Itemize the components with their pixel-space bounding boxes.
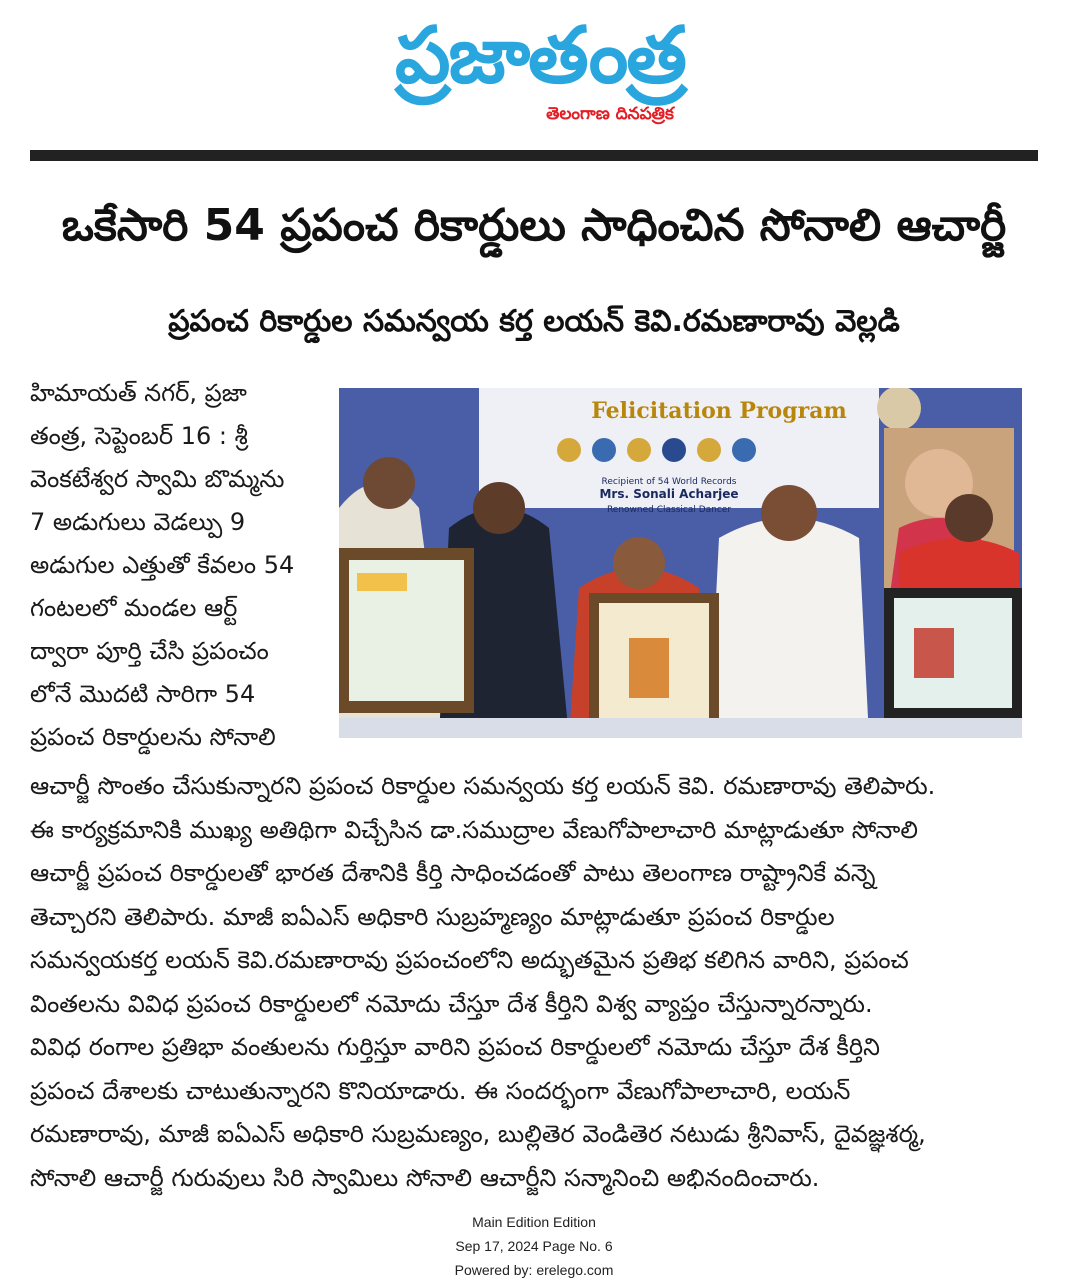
newspaper-tagline: తెలంగాణ దినపత్రిక (546, 104, 674, 124)
text-line: అడుగుల ఎత్తుతో కేవలం 54 (30, 551, 295, 579)
text-line: తంత్ర, సెప్టెంబర్ 16 : శ్రీ (30, 422, 248, 450)
text-line: గంటలలో మండల ఆర్ట్ (30, 594, 238, 622)
text-line: ప్రపంచ దేశాలకు చాటుతున్నారని కొనియాడారు. ఈ సందర్భంగా వేణుగోపాలాచారి, లయన్ (30, 1076, 851, 1105)
text-line: తెచ్చారని తెలిపారు. మాజీ ఐఏఎస్ అధికారి సుబ్రహ్మణ్యం మాట్లాడుతూ ప్రపంచ రికార్డుల (30, 902, 835, 931)
date-page-label: Sep 17, 2024 Page No. 6 (455, 1238, 613, 1254)
text-line: హిమాయత్ నగర్, ప్రజా (30, 379, 247, 407)
text-line: ద్వారా పూర్తి చేసి ప్రపంచం (30, 637, 269, 665)
text-line: రమణారావు, మాజీ ఐఏఎస్ అధికారి సుబ్రమణ్యం, బుల్లితెర వెండితెర నటుడు శ్రీనివాస్, దైవజ్ఞశర్మ, (30, 1120, 926, 1148)
banner-line: Recipient of 54 World Records (601, 477, 737, 487)
text-line: లోనే మొదటి సారిగా 54 (30, 680, 256, 708)
article-headline: ఒకేసారి 54 ప్రపంచ రికార్డులు సాధించిన సోనాలి ఆచార్జీ (61, 200, 1007, 251)
article-subheadline: ప్రపంచ రికార్డుల సమన్వయ కర్త లయన్ కెవి.రమణారావు వెల్లడి (168, 304, 900, 339)
text-line: సమన్వయకర్త లయన్ కెవి.రమణారావు ప్రపంచంలోని అద్భుతమైన ప్రతిభ కలిగిన వారిని, ప్రపంచ (30, 946, 909, 974)
text-line: 7 అడుగులు వెడల్పు 9 (30, 508, 246, 536)
banner-title: Felicitation Program (591, 398, 847, 424)
banner-name: Mrs. Sonali Acharjee (599, 487, 739, 501)
page-footer (0, 1210, 1068, 1282)
masthead (0, 0, 1068, 150)
text-line: వివిధ రంగాల ప్రతిభా వంతులను గుర్తిస్తూ వారిని ప్రపంచ రికార్డులలో నమోదు చేస్తూ దేశ కీర్తిని (30, 1033, 880, 1061)
text-line: సోనాలి ఆచార్జీ గురువులు సిరి స్వామిలు సోనాలి ఆచార్జీని సన్మానించి అభినందించారు. (30, 1163, 820, 1192)
article-body-text (30, 765, 1040, 1200)
edition-label: Main Edition Edition (472, 1214, 596, 1230)
article-photo (339, 388, 1022, 738)
banner-line: Renowned Classical Dancer (606, 505, 732, 515)
text-line: ఈ కార్యక్రమానికి ముఖ్య అతిథిగా విచ్చేసిన డా.సముద్రాల వేణుగోపాలాచారి మాట్లాడుతూ సోనాలి (30, 815, 918, 844)
text-line: ఆచార్జీ ప్రపంచ రికార్డులతో భారత దేశానికి కీర్తి సాధించడంతో పాటు తెలంగాణ రాష్ట్రానికే వన్నె (30, 859, 876, 887)
masthead-rule (30, 150, 1038, 161)
powered-by-link[interactable]: Powered by: erelego.com (454, 1262, 614, 1278)
text-line: వింతలను వివిధ ప్రపంచ రికార్డులలో నమోదు చేస్తూ దేశ కీర్తిని విశ్వ వ్యాప్తం చేస్తున్నారన్నారు. (30, 989, 873, 1018)
text-line: ఆచార్జీ సొంతం చేసుకున్నారని ప్రపంచ రికార్డుల సమన్వయ కర్త లయన్ కెవి. రమణారావు తెలిపారు. (30, 772, 936, 800)
text-line: వెంకటేశ్వర స్వామి బొమ్మను (30, 465, 285, 493)
newspaper-logo: ప్రజాతంత్ర (395, 11, 685, 101)
felicitation-photo (339, 388, 1022, 738)
article-column-text (30, 372, 330, 759)
text-line: ప్రపంచ రికార్డులను సోనాలి (30, 723, 276, 751)
